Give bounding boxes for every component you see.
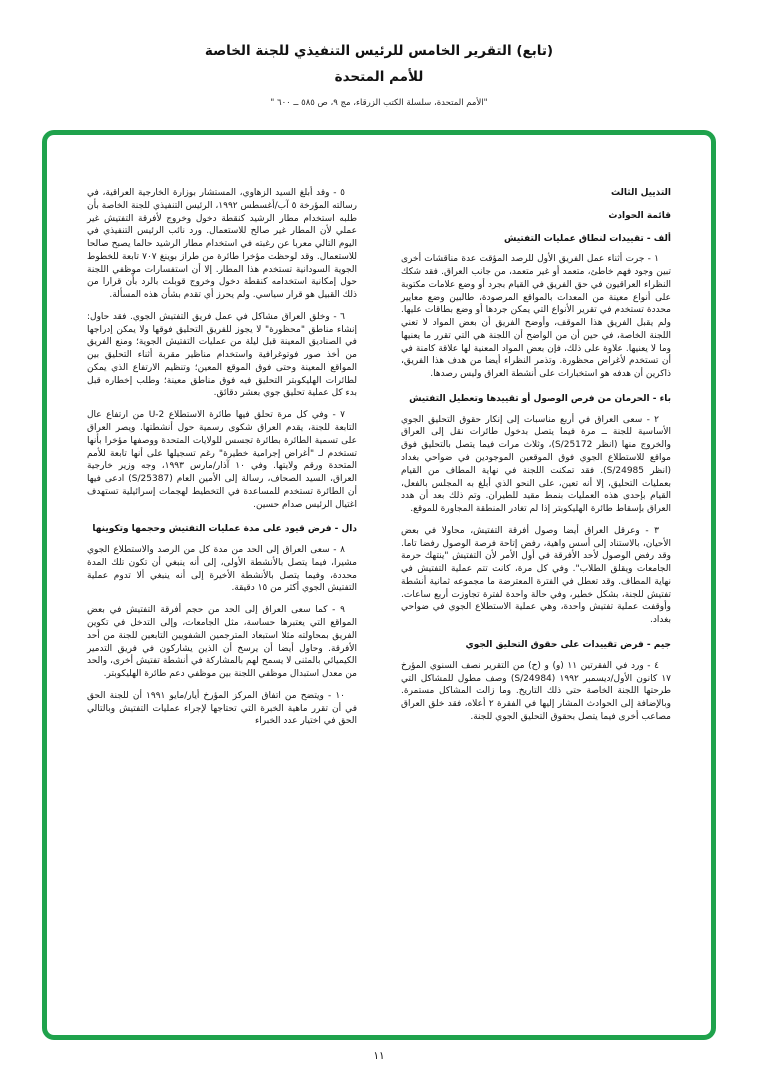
list-title: قائمة الحوادث bbox=[608, 210, 671, 221]
source-citation: "الأمم المتحدة، سلسلة الكتب الزرقاء، مج ٩، ص ٥٨٥ ــ ٦٠٠ " bbox=[270, 97, 488, 108]
section-c-heading: جيم - فرض تقييدات على حقوق التحليق الجوي bbox=[465, 639, 671, 650]
appendix-title: التذييل الثالث bbox=[611, 188, 671, 198]
document-header bbox=[0, 0, 758, 108]
content-frame bbox=[42, 130, 716, 1040]
report-title-line1: (تابع) التقرير الخامس للرئيس التنفيذي للجنة الخاصة bbox=[204, 43, 554, 59]
paragraph-6: ٦ - وخلق العراق مشاكل في عمل فريق التفتيش الجوي. فقد حاول: إنشاء مناطق "محظورة" لا يجوز للفريق التحليق فوقها ولا يمكن إدراجها في الصناديق المعينة قبل ليلة من عمليات التفتيش الجوية؛ ومنع الفريق من أخذ صور فوتوغرافية واستخدام مناظير مقربة أثناء التحليق بين المواقع المعينة وحتى فوق الموقع المعين؛ وتنظيم الارتفاع الذي يمكن لطائرات الهليكوبتر التحليق فيه فوق مناطق معينة؛ وطلب إخطاره قبل بدء كل عملية تحليق جوي بعشر دقائق. bbox=[87, 311, 357, 399]
paragraph-5: ٥ - وقد أبلغ السيد الزهاوي، المستشار بوزارة الخارجية العراقية، في رسالته المؤرخة ٥ آب/أغسطس ١٩٩٢، الرئيس التنفيذي للجنة الخاصة بأن طلبه استخدام مطار الرشيد كنقطة دخول وخروج لأفرقة التفتيش غير عملي لأن المطار غير صالح للاستعمال. ورد نائب الرئيس التنفيذي في اليوم التالي معربا عن رغبته في استخدام مطار الرشيد حالما يصبح صالحا للاستعمال. وقد لوحظت مؤخرا طائرة من طراز بوينغ ٧٠٧ تابعة للخطوط الجوية السودانية تستخدم هذا المطار. إلا أن استفسارات موظفي اللجنة حول إمكانية استخدامه كنقطة دخول وخروج قوبلت بالرد بأن قرارا من ذلك القبيل هو قرار سياسي. ولم يحرز أي تقدم بشأن هذه المسألة. bbox=[87, 188, 357, 301]
column-right bbox=[401, 187, 671, 737]
report-title-line2: للأمم المتحدة bbox=[334, 69, 424, 86]
paragraph-8: ٨ - سعى العراق إلى الحد من مدة كل من الرصد والاستطلاع الجوي مشيرا، فيما يتصل بالأنشطة الأولى، إلى أنه ينبغي أن تكون تلك المدة محددة، وفيما يتصل بالأنشطة الأخيرة إلى أنه ينبغي ألا تدوم عملية التفتيش الجوي أكثر من ١٥ دقيقة. bbox=[87, 545, 357, 594]
section-a-heading: ألف - تقييدات لنطاق عمليات التفتيش bbox=[503, 233, 671, 244]
section-d-heading: دال - فرض قيود على مدة عمليات التفتيش وحجمها وتكوينها bbox=[92, 524, 357, 535]
page-number: ١١ bbox=[373, 1050, 385, 1062]
section-b-heading: باء - الحرمان من فرص الوصول أو تقييدها وتعطيل التفتيش bbox=[409, 393, 671, 404]
paragraph-10: ١٠ - ويتضح من اتفاق المركز المؤرخ أيار/مايو ١٩٩١ أن للجنة الحق في أن تقرر ماهية الخبرة التي تحتاجها لإجراء عمليات التفتيش وبالتالي الحق في اختيار عدد الخبراء bbox=[87, 690, 357, 727]
paragraph-4: ٤ - ورد في الفقرتين ١١ (و) و (ح) من التقرير نصف السنوي المؤرخ ١٧ كانون الأول/ديسمبر ١٩٩٢ (S/24984) وصف مطول للمشاكل التي طرحتها اللجنة الخاصة حتى ذلك التاريخ. وما زالت المشاكل مستمرة. وبالإضافة إلى الحوادث المشار إليها في الفقرة ٢ أعلاه، فقد خلق العراق مصاعب أخرى فيما يتصل بحقوق التحليق الجوي للجنة. bbox=[401, 660, 671, 722]
paragraph-1: ١ - جرت أثناء عمل الفريق الأول للرصد المؤقت عدة مناقشات أخرى تبين وجود فهم خاطئ، متعمد أو غير متعمد، من جانب العراق. فقد شكك النظراء العراقيون في حق الفريق في القيام بجرد أو وضع علامات مكتوبة على أنواع معينة من المعدات بالمواقع المرصودة، طالبين وضع معايير محددة تستخدم في تقرير الأنواع التي يمكن جردها أو وضع بطاقات عليها. ولم يقبل الفريق هذا الموقف، وأوضح الفريق أن بعض المواد لا تعني اللجنة الخاصة، في حين أن من الواضح أن اللجنة هي التي تقرر ما يعنيها وما لا يعنيها. علاوة على ذلك، فإن بعض المواد المعنية لها علاقة كامنة في أن تستخدم لأغراض محظورة. وتذمر النظراء أيضا من هدف هذا الفريق، ذاكرين أن هدفه هو استخبارات على أنشطة العراق وليس رصدها. bbox=[401, 254, 671, 380]
two-column-layout bbox=[47, 135, 711, 747]
paragraph-9: ٩ - كما سعى العراق إلى الحد من حجم أفرقة التفتيش في بعض المواقع التي يعتبرها حساسة، مثل الجامعات، وإلى التدخل في تكوين الفريق بمحاولته مثلا استبعاد المترجمين الشفويين التابعين للجنة من أحد الأفرقة. وحاول أيضا أن يرسخ أن الذين يشاركون في فريق التدمير الكيميائي بالمثنى لا يسمح لهم بالمشاركة في أنشطة تفتيش أخرى، والحد من معدل استبدال موظفي اللجنة بين موظفي دعم طائرة الهليكوبتر. bbox=[87, 605, 357, 680]
column-left bbox=[87, 187, 357, 737]
paragraph-7: ٧ - وفي كل مرة تحلق فيها طائرة الاستطلاع U-2 من ارتفاع عال التابعة للجنة، يقدم العراق شكوى رسمية حول أنشطتها. ويصر العراق على تسمية الطائرة بطائرة تجسس للولايات المتحدة ووصفها مؤخرا بأنها تستخدم لـ "أغراض إجرامية خطيرة" رغم تسجيلها على أنها تابعة للأمم المتحدة ورقم ولايتها. وفي ١٠ آذار/مارس ١٩٩٣، وجه وزير خارجية العراق، السيد الصحاف، رسالة إلى الأمين العام (S/25387) ادعى فيها أن الطائرة تستخدم للمساعدة في التخطيط لهجمات إسرائيلية تستهدف اغتيال الرئيس صدام حسين. bbox=[87, 410, 357, 510]
paragraph-2: ٢ - سعى العراق في أربع مناسبات إلى إنكار حقوق التحليق الجوي الأساسية للجنة ــ مرة فيما يتصل بدخول طائرات نقل إلى العراق والخروج منها (انظر S/25172)، وثلاث مرات فيما يتصل بالتحليق فوق مواقع للاستطلاع الجوي فوق الموقعين الموجودين في ضواحي بغداد (انظر S/24985). فقد تمكنت اللجنة في نهاية المطاف من القيام بعمليات التحليق، إلا أنه تعين، على النحو الذي أبلغ به المجلس بالفعل، القيام بإحدى هذه العمليات بنمط مقيد للطيران. وتم ذلك بعد أن هدد العراق بإسقاط طائرة الهليكوبتر إذا لم تغادر المنطقة المجاورة للموقع. bbox=[401, 414, 671, 515]
paragraph-3: ٣ - وعرقل العراق أيضا وصول أفرقة التفتيش، محاولا في بعض الأحيان، بالاستناد إلى أسس واهية، رفض إتاحة فرصة الوصول رفضا تاما. وقد رفض الوصول لأحد الأفرقة في أول الأمر لأن التفتيش "ينتهك حرمة الجامعات ويقلق الطلاب". وفي كل مرة، كانت تتم عملية التفتيش في نهاية المطاف. وقد تعطل في الفترة المعترضة ما مجموعه ثمانية أنشطة تفتيش للجنة، بشكل خطير، وفي حالة واحدة لفترة تجاوزت أربع ساعات. وأوقفت عملية تفتيش واحدة، وهي عملية الاستطلاع الجوي في ضواحي بغداد. bbox=[401, 525, 671, 626]
